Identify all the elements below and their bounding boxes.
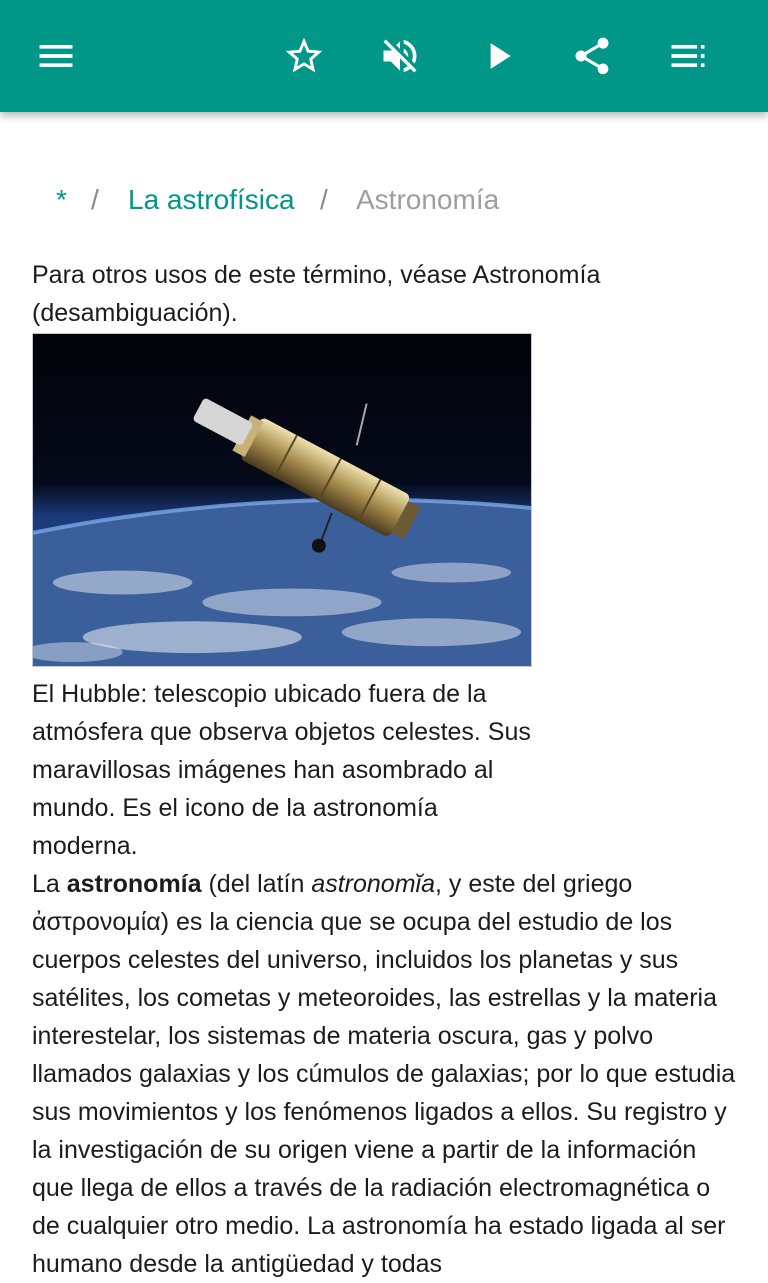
breadcrumb-current: Astronomía xyxy=(356,184,500,215)
share-button[interactable] xyxy=(560,24,624,88)
play-button[interactable] xyxy=(466,24,530,88)
intro-rest: , y este del griego ἀστρονομία) es la ciencia que se ocupa del estudio de los cuerpos celestes del universo, incluidos los planetas y sus satélites, los cometas y meteoroides, las estrellas y la materia interestelar, los sistemas de materia oscura, gas y polvo llamados galaxias y los cúmulos de galaxias; por lo que estudia sus movimientos y los fenómenos ligados a ellos. Su registro y la investigación de su origen viene a partir de la información que llega de ellos a través de la radiación electromagnética o de cualquier otro medio. La astronomía ha estado ligada al ser humano desde la antigüedad y todas xyxy=(32,870,736,1278)
article-image[interactable] xyxy=(32,333,532,667)
share-icon xyxy=(570,34,614,78)
image-caption: El Hubble: telescopio ubicado fuera de la atmósfera que observa objetos celestes. Sus maravillosas imágenes han asombrado al mundo. Es el icono de la astronomía moderna. xyxy=(32,680,531,860)
intro-term: astronomía xyxy=(66,870,202,898)
article-content xyxy=(32,256,742,1283)
breadcrumb-separator: / xyxy=(91,184,99,215)
intro-latin: astronomĭa xyxy=(311,870,435,898)
playlist-icon xyxy=(666,34,710,78)
intro-mid: (del latín xyxy=(201,870,312,898)
breadcrumb-parent-link[interactable]: La astrofísica xyxy=(128,184,295,215)
mute-button[interactable] xyxy=(368,24,432,88)
menu-icon xyxy=(34,34,78,78)
volume-off-icon xyxy=(378,34,422,78)
breadcrumb xyxy=(0,178,768,222)
app-bar xyxy=(0,0,768,112)
intro-prefix: La xyxy=(32,870,67,898)
contents-button[interactable] xyxy=(656,24,720,88)
breadcrumb-home-link[interactable]: * xyxy=(56,184,67,215)
favorite-button[interactable] xyxy=(272,24,336,88)
intro-paragraph xyxy=(32,865,742,1283)
breadcrumb-separator: / xyxy=(320,184,328,215)
play-icon xyxy=(476,34,520,78)
hatnote: Para otros usos de este término, véase Astronomía (desambiguación). xyxy=(32,261,601,327)
star-outline-icon xyxy=(282,34,326,78)
menu-button[interactable] xyxy=(24,24,88,88)
hubble-telescope-image xyxy=(33,334,531,666)
